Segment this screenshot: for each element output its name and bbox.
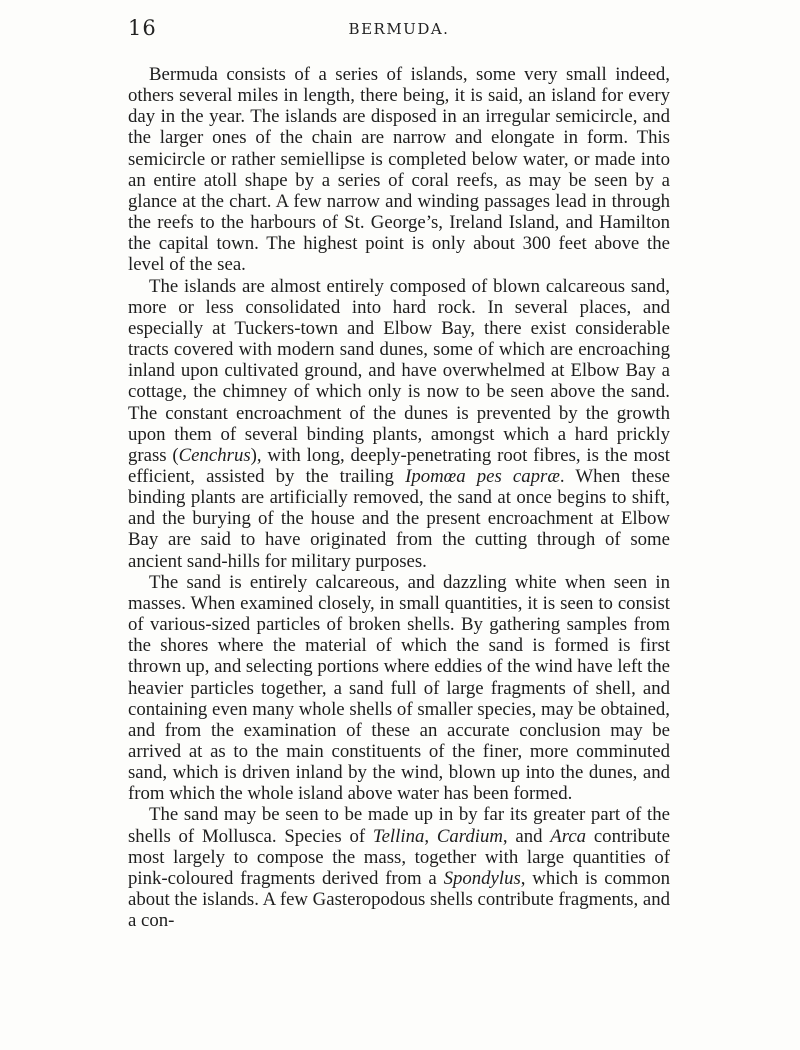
italic-term: Cenchrus	[178, 444, 251, 466]
paragraph	[128, 572, 670, 805]
italic-term: Spondylus	[443, 867, 521, 889]
running-head: BERMUDA.	[348, 20, 450, 38]
text-run: The sand may be seen to be made up in by far its greater part of the shells of Mollusca. Species of	[128, 804, 670, 847]
text-run: contribute most largely to compose the mass, together with large quantities of pink-coloured fragments derived from a	[128, 825, 670, 889]
text-run: The islands are almost entirely composed of blown calcareous sand, more or less consolidated into hard rock. In several places, and especially at Tuckers-town and Elbow Bay, there exist considerable tracts covered with modern sand dunes, some of which are encroaching inland upon cultivated ground, and have overwhelmed at Elbow Bay a cottage, the chimney of which only is now to be seen above the sand. The constant encroachment of the dunes is prevented by the growth upon them of several binding plants, amongst which a hard prickly grass (	[128, 275, 670, 466]
italic-term: Ipomœa pes capræ	[405, 465, 560, 487]
text-run: , which is common about the islands. A few Gasteropodous shells contribute fragments, and a con-	[128, 867, 670, 932]
text-run: ,	[424, 825, 437, 847]
body-text	[128, 64, 670, 931]
text-run: The sand is entirely calcareous, and dazzling white when seen in masses. When examined closely, in small quantities, it is seen to consist of various-sized particles of broken shells. By gathering samples from the shores where the material of which the sand is formed is first thrown up, and selecting portions where eddies of the wind have left the heavier particles together, a sand full of large fragments of shell, and containing even many whole shells of smaller species, may be obtained, and from the examination of these an accurate conclusion may be arrived at as to the main constituents of the finer, more comminuted sand, which is driven inland by the wind, blown up into the dunes, and from which the whole island above water has been formed.	[128, 571, 670, 805]
italic-term: Tellina	[372, 825, 425, 847]
paragraph	[128, 804, 670, 931]
page-header	[128, 16, 670, 46]
page-number: 16	[128, 16, 157, 40]
text-run: , and	[502, 825, 551, 847]
text-run: . When these binding plants are artificially removed, the sand at once begins to shift, and the burying of the house and the present encroachment at Elbow Bay are said to have originated from the cutting through of some ancient sand-hills for military purposes.	[128, 465, 670, 572]
paragraph	[128, 276, 670, 572]
italic-term: Arca	[550, 825, 587, 847]
italic-term: Cardium	[436, 825, 503, 847]
paragraph	[128, 64, 670, 276]
text-run: Bermuda consists of a series of islands, some very small indeed, others several miles in length, there being, it is said, an island for every day in the year. The islands are disposed in an irregular semicircle, and the larger ones of the chain are narrow and elongate in form. This semicircle or rather semiellipse is completed below water, or made into an entire atoll shape by a series of coral reefs, as may be seen by a glance at the chart. A few narrow and winding passages lead in through the reefs to the harbours of St. George’s, Ireland Island, and Hamilton the capital town. The highest point is only about 300 feet above the level of the sea.	[128, 64, 670, 276]
text-run: ), with long, deeply-penetrating root fibres, is the most efficient, assisted by the trailing	[128, 444, 670, 487]
